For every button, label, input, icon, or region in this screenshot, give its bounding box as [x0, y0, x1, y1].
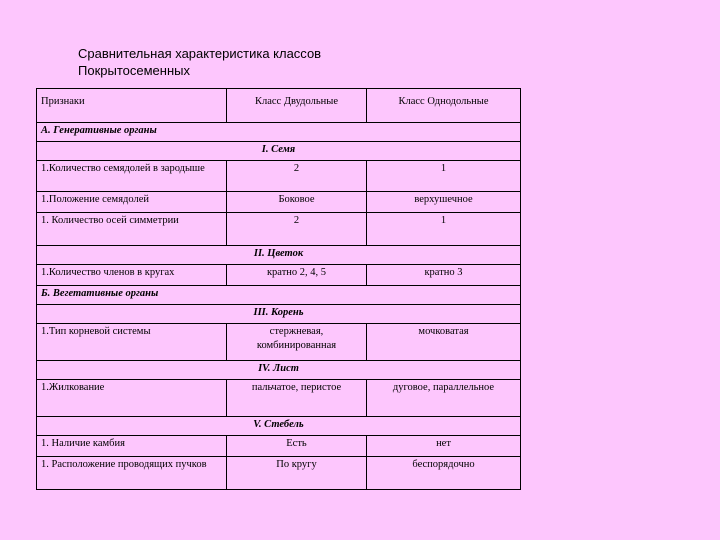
table-row [37, 161, 521, 192]
subsection-root: III. Корень [37, 305, 521, 324]
table-row [37, 436, 521, 457]
table-row [37, 324, 521, 361]
cell-feature: 1.Тип корневой системы [37, 324, 227, 361]
cell-monocots: нет [367, 436, 521, 457]
subsection-leaf: IV. Лист [37, 361, 521, 380]
cell-feature: 1.Жилкование [37, 380, 227, 417]
cell-monocots: кратно 3 [367, 265, 521, 286]
subsection-flower: II. Цветок [37, 246, 521, 265]
cell-feature: 1.Положение семядолей [37, 192, 227, 213]
header-dicots: Класс Двудольные [227, 89, 367, 123]
cell-monocots: 1 [367, 161, 521, 192]
cell-monocots: дуговое, параллельное [367, 380, 521, 417]
subsection-row [37, 246, 521, 265]
subsection-seed: I. Семя [37, 142, 521, 161]
cell-monocots: беспорядочно [367, 457, 521, 490]
cell-dicots: стержневая, комбинированная [227, 324, 367, 361]
cell-feature: 1.Количество семядолей в зародыше [37, 161, 227, 192]
section-row [37, 123, 521, 142]
cell-monocots: верхушечное [367, 192, 521, 213]
title-line-2: Покрытосеменных [78, 63, 190, 78]
section-row [37, 286, 521, 305]
cell-monocots: 1 [367, 213, 521, 246]
cell-dicots: Есть [227, 436, 367, 457]
cell-feature: 1. Наличие камбия [37, 436, 227, 457]
cell-dicots: кратно 2, 4, 5 [227, 265, 367, 286]
title-line-1: Сравнительная характеристика классов [78, 46, 322, 61]
cell-dicots: По кругу [227, 457, 367, 490]
subsection-row [37, 305, 521, 324]
table-row [37, 265, 521, 286]
subsection-row [37, 361, 521, 380]
subsection-row [37, 142, 521, 161]
table-row [37, 213, 521, 246]
header-monocots: Класс Однодольные [367, 89, 521, 123]
header-features: Признаки [37, 89, 227, 123]
comparison-table [36, 88, 521, 490]
table-header-row [37, 89, 521, 123]
table-row [37, 457, 521, 490]
table-row [37, 380, 521, 417]
section-vegetative: Б. Вегетативные органы [37, 286, 521, 305]
cell-feature: 1. Количество осей симметрии [37, 213, 227, 246]
table-row [37, 192, 521, 213]
cell-feature: 1. Расположение проводящих пучков [37, 457, 227, 490]
cell-dicots: 2 [227, 161, 367, 192]
subsection-row [37, 417, 521, 436]
section-generative: А. Генеративные органы [37, 123, 521, 142]
cell-dicots: пальчатое, перистое [227, 380, 367, 417]
subsection-stem: V. Стебель [37, 417, 521, 436]
cell-dicots: 2 [227, 213, 367, 246]
cell-monocots: мочковатая [367, 324, 521, 361]
cell-feature: 1.Количество членов в кругах [37, 265, 227, 286]
page-title [78, 45, 478, 79]
cell-dicots: Боковое [227, 192, 367, 213]
